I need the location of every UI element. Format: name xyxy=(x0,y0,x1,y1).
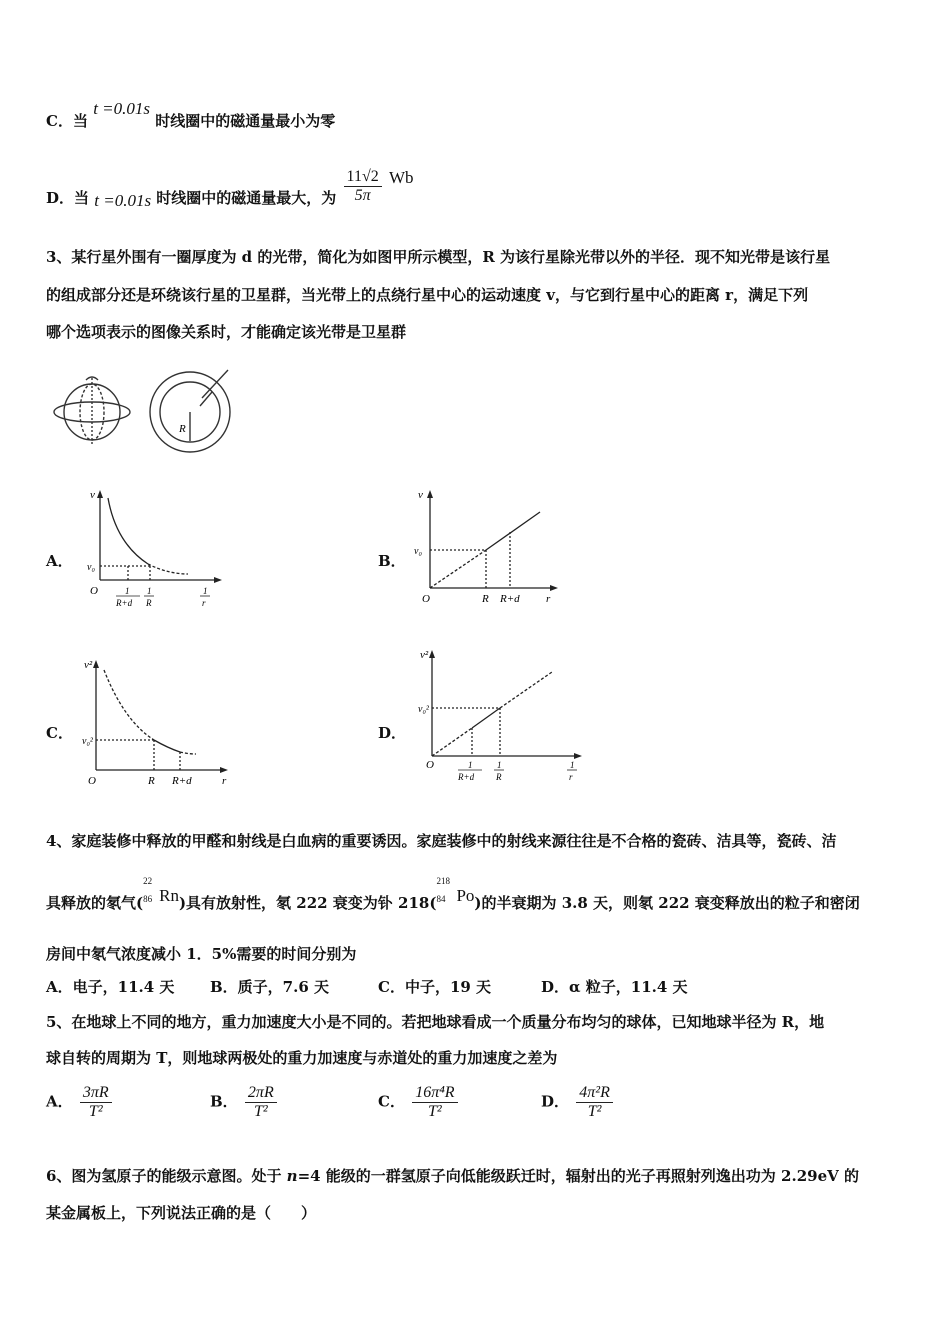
q3-option-c-label: C． xyxy=(46,724,73,742)
q4-line-3: 房间中氡气浓度减小 1．5%需要的时间分别为 xyxy=(46,945,357,963)
q3-line-1: 3、某行星外围有一圈厚度为 d 的光带，简化为如图甲所示模型，R 为该行星除光带以外的半径．现不知光带是该行星 xyxy=(46,248,831,266)
v0-label: v₀² xyxy=(418,704,429,715)
axis-den: r xyxy=(569,772,573,782)
option-label: C． xyxy=(378,1092,405,1111)
frac-den: T² xyxy=(587,1103,602,1120)
q5-option-c xyxy=(378,1084,460,1121)
q6-line-1 xyxy=(46,1165,859,1186)
element-symbol: Rn xyxy=(159,886,179,905)
q5-line-2: 球自转的周期为 T，则地球两极处的重力加速度与赤道处的重力加速度之差为 xyxy=(46,1049,558,1067)
v0-label: v₀² xyxy=(82,736,93,747)
y-label: v xyxy=(418,489,423,501)
origin-label: O xyxy=(88,775,96,787)
q6-line-2: 某金属板上，下列说法正确的是（ ） xyxy=(46,1204,317,1222)
q4-text-c: )的半衰期为 3.8 天，则氡 222 衰变释放出的粒子和密闭 xyxy=(474,894,860,912)
q3-line-3: 哪个选项表示的图像关系时，才能确定该光带是卫星群 xyxy=(46,323,407,341)
radius-label: R xyxy=(179,423,186,435)
option-label: C．当 xyxy=(46,112,88,130)
frac-den: T² xyxy=(88,1103,103,1120)
frac-den: 5π xyxy=(354,187,371,204)
axis-den: r xyxy=(202,598,206,608)
y-label: v² xyxy=(84,659,93,671)
y-label: v² xyxy=(420,649,429,661)
polonium-isotope xyxy=(436,876,475,906)
frac-num: 2πR xyxy=(245,1084,277,1103)
tick-2-den: R xyxy=(146,598,152,608)
n-symbol: n xyxy=(286,1167,298,1185)
axis-num: 1 xyxy=(203,586,208,596)
tick-1-num: 1 xyxy=(125,586,130,596)
tick-2-den: R xyxy=(496,772,502,782)
flux-fraction xyxy=(344,168,382,205)
option-label: D． xyxy=(541,1092,570,1111)
unit: Wb xyxy=(388,167,414,187)
frac-num: 3πR xyxy=(80,1084,112,1103)
tick-1: R xyxy=(148,775,155,787)
origin-label: O xyxy=(426,759,434,771)
q4-line-2 xyxy=(46,876,860,912)
tick-2: R+d xyxy=(500,593,520,605)
axis-label: r xyxy=(222,775,227,787)
ring-cross-section-icon xyxy=(150,370,230,452)
q4-option-c: C．中子，19 天 xyxy=(378,978,492,996)
v0-label: v₀ xyxy=(414,546,422,557)
mass-number: 218 xyxy=(436,876,450,886)
q3-option-d-label: D． xyxy=(378,724,407,742)
q4-text-b: )具有放射性，氡 222 衰变为钋 218( xyxy=(178,894,437,912)
time-equation: t =0.01s xyxy=(94,190,152,210)
q3-line-2: 的组成部分还是环绕该行星的卫星群，当光带上的点绕行星中心的运动速度 v，与它到行星中心的距离 r，满足下列 xyxy=(46,286,809,304)
option-text: 时线圈中的磁通量最大，为 xyxy=(156,188,337,207)
tick-2-num: 1 xyxy=(497,760,502,770)
q6-text-a: 6、图为氢原子的能级示意图。处于 xyxy=(46,1167,287,1185)
tick-1-den: R+d xyxy=(116,598,133,608)
origin-label: O xyxy=(90,585,98,597)
option-label: D．当 xyxy=(46,188,90,207)
q5-line-1: 5、在地球上不同的地方，重力加速度大小是不同的。若把地球看成一个质量分布均匀的球体，已知地球半径为 R，地 xyxy=(46,1013,825,1031)
q2-option-d xyxy=(46,167,414,210)
q3-option-a-label: A． xyxy=(46,552,73,570)
origin-label: O xyxy=(422,593,430,605)
option-label: A． xyxy=(46,1092,73,1111)
curve-solid xyxy=(108,498,148,564)
radon-isotope xyxy=(143,876,179,906)
q4-option-b: B．质子，7.6 天 xyxy=(210,978,329,996)
atomic-number: 84 xyxy=(436,894,446,904)
frac-num: 11√2 xyxy=(344,168,382,187)
planet-figure xyxy=(52,368,242,463)
element-symbol: Po xyxy=(456,886,475,905)
tick-1: R xyxy=(482,593,489,605)
q6-text-b: =4 能级的一群氢原子向低能级跃迁时，辐射出的光子再照射列逸出功为 2.29eV 的 xyxy=(297,1167,859,1185)
option-text: 时线圈中的磁通量最小为零 xyxy=(155,112,336,130)
q4-line-1: 4、家庭装修中释放的甲醛和射线是白血病的重要诱因。家庭装修中的射线来源往往是不合格的瓷砖、洁具等，瓷砖、洁 xyxy=(46,832,837,850)
curve-dashed xyxy=(148,564,188,574)
v0-label: v₀ xyxy=(87,562,95,573)
q4-option-d: D．α 粒子，11.4 天 xyxy=(541,978,688,996)
q5-option-b xyxy=(210,1084,279,1121)
q4-option-a: A．电子，11.4 天 xyxy=(46,978,175,996)
axis-num: 1 xyxy=(570,760,575,770)
tick-2: R+d xyxy=(172,775,192,787)
time-equation: t =0.01s xyxy=(93,99,150,118)
frac-num: 4π²R xyxy=(576,1084,613,1103)
q5-option-d xyxy=(541,1084,615,1121)
frac-num: 16π⁴R xyxy=(412,1084,457,1103)
atomic-number: 86 xyxy=(143,894,153,904)
option-label: B． xyxy=(210,1092,238,1111)
graph-b xyxy=(416,486,566,611)
frac-den: T² xyxy=(253,1103,268,1120)
planet-with-ring-icon xyxy=(54,377,130,446)
q4-text-a: 具释放的氡气( xyxy=(46,894,144,912)
tick-1-den: R+d xyxy=(458,772,475,782)
frac-den: T² xyxy=(428,1103,442,1120)
q5-option-a xyxy=(46,1084,114,1121)
q2-option-c xyxy=(46,99,336,131)
graph-d xyxy=(420,646,590,786)
graph-c xyxy=(84,656,234,786)
tick-1-num: 1 xyxy=(468,760,473,770)
y-label: v xyxy=(90,489,95,501)
mass-number: 22 xyxy=(143,876,153,886)
graph-a xyxy=(88,488,228,613)
axis-label: r xyxy=(546,593,551,605)
q3-option-b-label: B． xyxy=(378,552,406,570)
tick-2-num: 1 xyxy=(147,586,152,596)
